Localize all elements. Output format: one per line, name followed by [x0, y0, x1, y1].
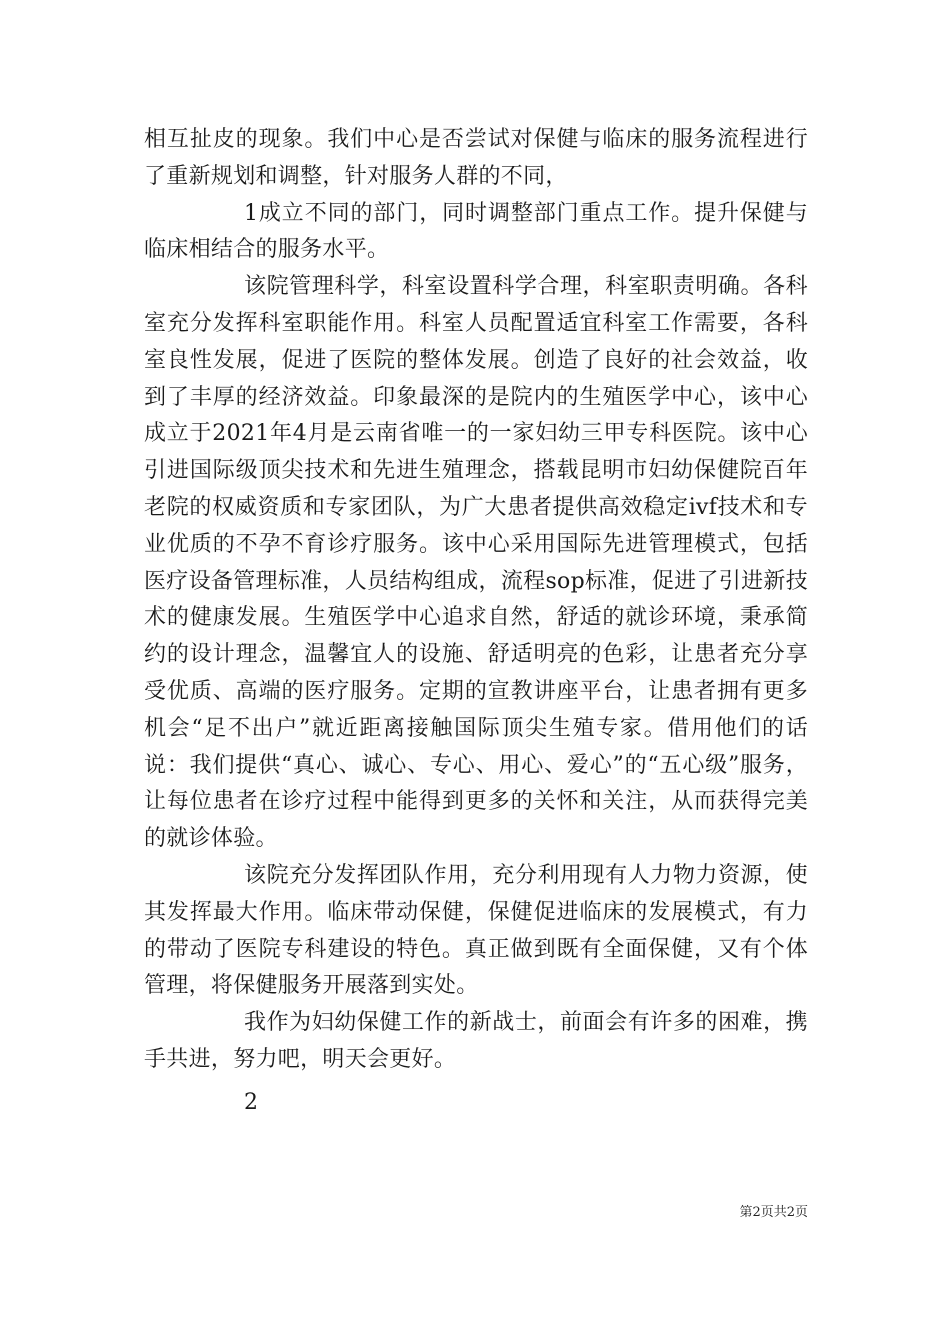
- paragraph-3: 该院管理科学，科室设置科学合理，科室职责明确。各科室充分发挥科室职能作用。科室人员配置适宜科室工作需要，各科室良性发展，促进了医院的整体发展。创造了良好的社会效益，收到了丰厚的经济效益。印象最深的是院内的生殖医学中心，该中心成立于2021年4月是云南省唯一的一家妇幼三甲专科医院。该中心引进国际级顶尖技术和先进生殖理念，搭载昆明市妇幼保健院百年老院的权威资质和专家团队，为广大患者提供高效稳定ivf技术和专业优质的不孕不育诊疗服务。该中心采用国际先进管理模式，包括医疗设备管理标准，人员结构组成，流程sop标准，促进了引进新技术的健康发展。生殖医学中心追求自然，舒适的就诊环境，秉承简约的设计理念，温馨宜人的设施、舒适明亮的色彩，让患者充分享受优质、高端的医疗服务。定期的宣教讲座平台，让患者拥有更多机会“足不出户”就近距离接触国际顶尖生殖专家。借用他们的话说：我们提供“真心、诚心、专心、用心、爱心”的“五心级”服务，让每位患者在诊疗过程中能得到更多的关怀和关注，从而获得完美的就诊体验。: [144, 274, 808, 852]
- page-number: 2: [244, 1090, 258, 1115]
- page-footer: 第2页共2页: [739, 1205, 808, 1220]
- paragraph-4: 该院充分发挥团队作用，充分利用现有人力物力资源，使其发挥最大作用。临床带动保健，保健促进临床的发展模式，有力的带动了医院专科建设的特色。真正做到既有全面保健，又有个体管理，将保健服务开展落到实处。: [144, 862, 808, 999]
- document-body: [144, 122, 808, 1079]
- paragraph-5: 我作为妇幼保健工作的新战士，前面会有许多的困难，携手共进，努力吧，明天会更好。: [144, 1010, 808, 1072]
- paragraph-2: 1成立不同的部门，同时调整部门重点工作。提升保健与临床相结合的服务水平。: [144, 200, 808, 263]
- paragraph-1: 相互扯皮的现象。我们中心是否尝试对保健与临床的服务流程进行了重新规划和调整，针对服务人群的不同，: [144, 127, 808, 189]
